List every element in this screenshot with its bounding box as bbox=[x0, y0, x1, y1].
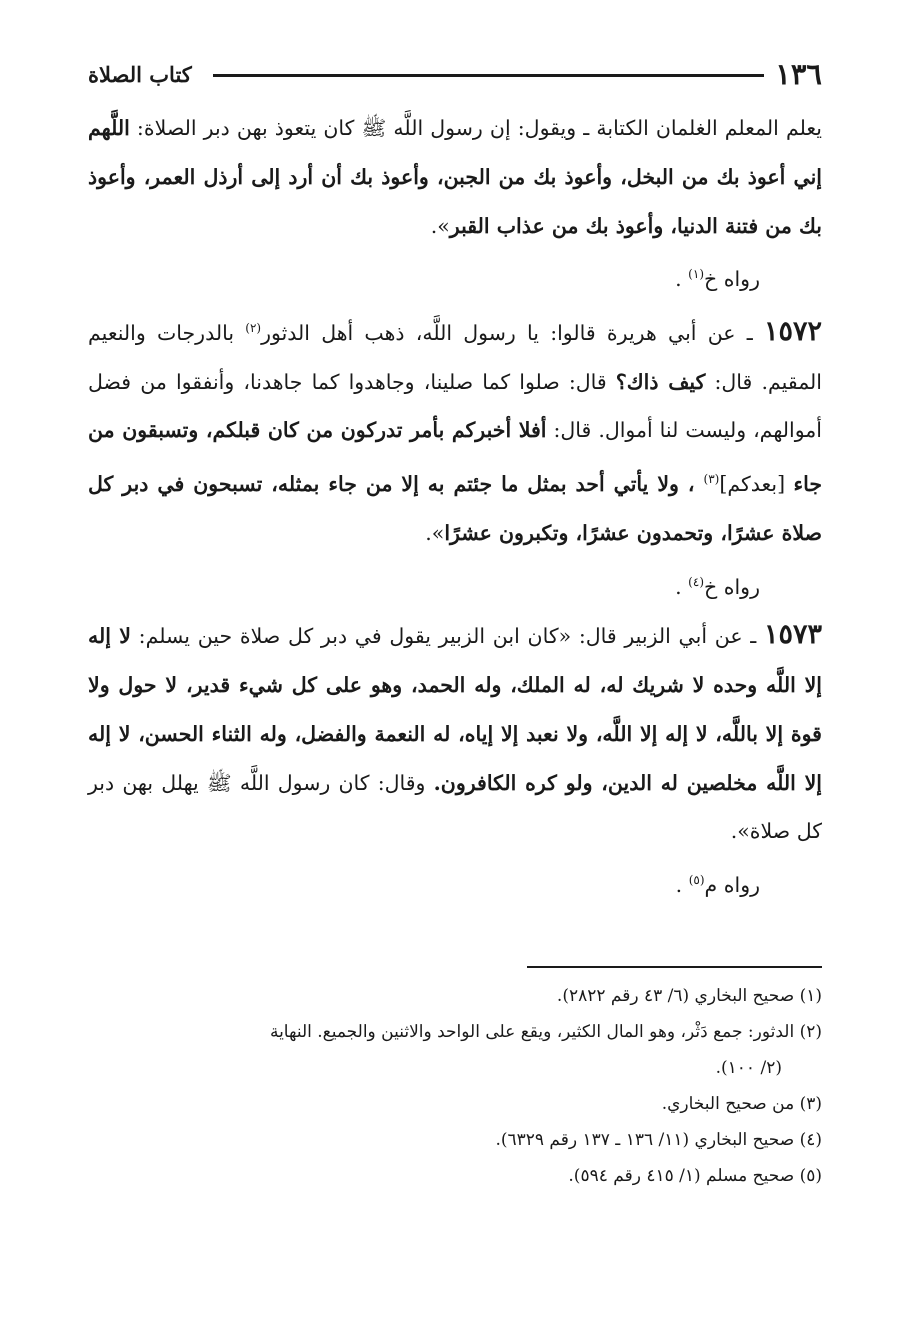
footnote-2: (٢) الدثور: جمع دَثْر، وهو المال الكثير، ويقع على الواحد والاثنين والجميع. النهاية bbox=[269, 1022, 822, 1042]
header-rule bbox=[213, 74, 764, 77]
text-run: . bbox=[675, 873, 689, 898]
page-header bbox=[88, 56, 822, 96]
footnotes bbox=[88, 978, 822, 1194]
footnote-3: (٣) من صحيح البخاري. bbox=[661, 1094, 822, 1114]
main-text bbox=[88, 104, 822, 910]
footnote-5: (٥) صحيح مسلم (١/ ٤١٥ رقم ٥٩٤). bbox=[568, 1166, 822, 1186]
hadith-1572 bbox=[88, 304, 822, 558]
text-run: . bbox=[675, 574, 689, 599]
text-run: وقال: كان رسول اللَّه ﷺ يهلل بهن دبر كل صلاة». bbox=[88, 770, 822, 844]
dua-text: اللَّهم إني أعوذ بك من البخل، وأعوذ بك من الجبن، وأعوذ بك أن أرد إلى أرذل العمر، وأعوذ بك من فتنة الدنيا، وأعوذ بك من عذاب القبر bbox=[88, 116, 822, 238]
footnote-ref: (٢) bbox=[245, 321, 262, 336]
bold-text: ، ولا يأتي أحد بمثل ما جئتم به إلا من جاء بمثله، تسبحون في دبر كل صلاة عشرًا، وتحمدون عشرًا، وتكبرون عشرًا bbox=[88, 472, 822, 545]
paragraph-continuation bbox=[88, 104, 822, 250]
text-run: يعلم المعلم الغلمان الكتابة ـ ويقول: إن رسول اللَّه ﷺ كان يتعوذ بهن دبر الصلاة: bbox=[129, 116, 822, 140]
footnote-ref: (٣) bbox=[703, 472, 720, 487]
footnote-ref: (٤) bbox=[688, 574, 704, 589]
source-text: رواه خ bbox=[704, 267, 760, 292]
dhikr-text: لا إله إلا اللَّه وحده لا شريك له، له الملك، وله الحمد، وهو على كل شيء قدير، لا حول ولا قوة إلا باللَّه، لا إله إلا اللَّه، ولا نعبد إلا إياه، له النعمة والفضل، وله الثناء الحسن، لا إله إلا اللَّه مخلصين له الدين، ولو كره الكافرون. bbox=[88, 624, 822, 795]
bold-text: كيف ذاك؟ bbox=[615, 369, 706, 394]
text-run: ». bbox=[425, 520, 445, 545]
hadith-number: ١٥٧٢ bbox=[763, 315, 822, 347]
hadith-number: ١٥٧٣ bbox=[763, 619, 822, 651]
text-run: ـ عن أبي هريرة قالوا: يا رسول اللَّه، ذهب أهل الدثور bbox=[261, 320, 764, 345]
text-run: . bbox=[675, 267, 689, 292]
text-run: قال: صلوا كما صلينا، وجاهدوا كما جاهدنا، وأنفقوا من فضل أموالهم، وليست لنا أموال. قال: bbox=[88, 369, 822, 443]
source-text: رواه خ bbox=[704, 574, 760, 599]
footnote-ref: (١) bbox=[688, 267, 704, 282]
footnote-1: (١) صحيح البخاري (٦/ ٤٣ رقم ٢٨٢٢). bbox=[556, 986, 822, 1006]
narration-source bbox=[88, 250, 822, 304]
running-title: كتاب الصلاة bbox=[88, 62, 192, 87]
footnote-2-continuation: (٢/ ١٠٠). bbox=[715, 1058, 782, 1078]
text-run: بالدرجات والنعيم المقيم. قال: bbox=[88, 320, 822, 394]
footnote-ref: (٥) bbox=[688, 873, 705, 888]
source-text: رواه م bbox=[704, 873, 760, 898]
text-run: [بعدكم] bbox=[719, 472, 794, 497]
page-number: ١٣٦ bbox=[775, 57, 822, 91]
bold-text: أفلا أخبركم بأمر تدركون من كان قبلكم، وتسبقون من جاء bbox=[88, 418, 822, 497]
text-run: ». bbox=[430, 213, 450, 238]
footnote-separator bbox=[527, 966, 822, 968]
narration-source bbox=[88, 856, 822, 910]
hadith-1573 bbox=[88, 611, 822, 856]
footnote-4: (٤) صحيح البخاري (١١/ ١٣٦ ـ ١٣٧ رقم ٦٣٢٩). bbox=[495, 1130, 822, 1150]
narration-source bbox=[88, 558, 822, 612]
text-run: ـ عن أبي الزبير قال: «كان ابن الزبير يقول في دبر كل صلاة حين يسلم: bbox=[130, 624, 764, 649]
